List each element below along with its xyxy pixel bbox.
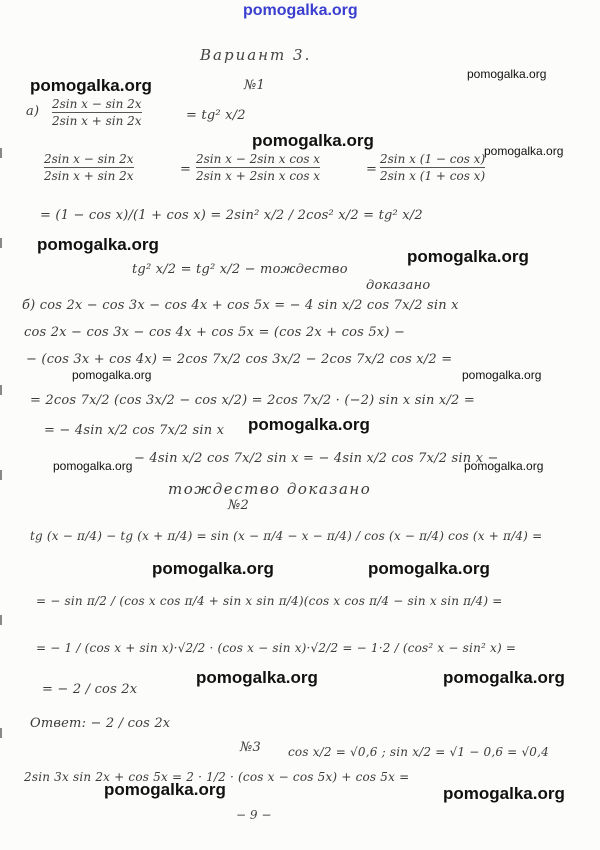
numerator: 2sin x − sin 2x — [44, 152, 134, 166]
part-a-proven: доказано — [366, 278, 431, 293]
part-b-line4: = 2cos 7x/2 (cos 3x/2 − cos x/2) = 2cos 7x/2 · (−2) sin x sin x/2 = — [30, 393, 475, 408]
watermark: pomogalka.org — [30, 76, 152, 95]
margin-mark — [0, 148, 2, 158]
fraction-bar — [196, 167, 320, 168]
fraction-bar — [52, 112, 142, 113]
watermark: pomogalka.org — [72, 368, 152, 382]
watermark: pomogalka.org — [462, 368, 542, 382]
task3-line1: 2sin 3x sin 2x + cos 5x = 2 · 1/2 · (cos x − cos 5x) + cos 5x = — [24, 770, 410, 784]
part-a-line3: = (1 − cos x)/(1 + cos x) = 2sin² x/2 / 2cos² x/2 = tg² x/2 — [40, 208, 423, 223]
watermark: pomogalka.org — [368, 559, 490, 578]
task3-given: cos x/2 = √0,6 ; sin x/2 = √1 − 0,6 = √0,4 — [288, 745, 549, 759]
watermark: pomogalka.org — [467, 67, 547, 81]
numerator: 2sin x − 2sin x cos x — [196, 152, 321, 166]
part-b-line3: − (cos 3x + cos 4x) = 2cos 7x/2 cos 3x/2 − 2cos 7x/2 cos x/2 = — [26, 352, 453, 367]
task2-line4: = − 2 / cos 2x — [42, 682, 138, 697]
watermark: pomogalka.org — [196, 668, 318, 687]
numerator: 2sin x − sin 2x — [52, 97, 142, 111]
margin-mark — [0, 238, 2, 248]
watermark: pomogalka.org — [484, 144, 564, 158]
denominator: 2sin x + sin 2x — [52, 114, 142, 128]
numerator: 2sin x (1 − cos x) — [380, 152, 486, 166]
fraction — [380, 152, 485, 183]
margin-mark — [0, 385, 2, 395]
watermark: pomogalka.org — [37, 235, 159, 254]
watermark-top: pomogalka.org — [243, 2, 358, 19]
task1-label: №1 — [244, 78, 265, 93]
fraction-bar — [380, 167, 485, 168]
fraction-bar — [44, 167, 134, 168]
part-b-line5: = − 4sin x/2 cos 7x/2 sin x — [44, 423, 225, 438]
task2-line2: = − sin π/2 / (cos x cos π/4 + sin x sin π/4)(cos x cos π/4 − sin x sin π/4) = — [36, 594, 503, 608]
watermark: pomogalka.org — [252, 131, 374, 150]
watermark: pomogalka.org — [464, 459, 544, 473]
part-b-line7: тождество доказано — [168, 480, 372, 498]
task2-line3: = − 1 / (cos x + sin x)·√2/2 · (cos x − sin x)·√2/2 = − 1·2 / (cos² x − sin² x) = — [36, 641, 517, 655]
watermark: pomogalka.org — [248, 415, 370, 434]
task3-label: №3 — [240, 740, 261, 755]
margin-mark — [0, 615, 2, 625]
equals-sign: = — [180, 162, 192, 177]
part-b-line1: б) cos 2x − cos 3x − cos 4x + cos 5x = − 4 sin x/2 cos 7x/2 sin x — [22, 298, 459, 313]
margin-mark — [0, 728, 2, 738]
equals-sign: = — [366, 162, 378, 177]
fraction — [196, 152, 320, 183]
margin-mark — [0, 470, 2, 480]
page-number: − 9 − — [236, 808, 272, 822]
task2-label: №2 — [228, 498, 249, 513]
denominator: 2sin x + sin 2x — [44, 169, 134, 183]
watermark: pomogalka.org — [53, 459, 133, 473]
variant-title: Вариант 3. — [200, 46, 312, 64]
part-a-line4: tg² x/2 = tg² x/2 − тождество — [132, 262, 348, 277]
denominator: 2sin x (1 + cos x) — [380, 169, 486, 183]
equation-rhs: = tg² x/2 — [186, 108, 246, 123]
part-a-label: а) — [26, 104, 40, 119]
fraction — [44, 152, 134, 183]
part-b-line2: cos 2x − cos 3x − cos 4x + cos 5x = (cos 2x + cos 5x) − — [24, 325, 406, 340]
watermark: pomogalka.org — [443, 668, 565, 687]
part-b-line6: − 4sin x/2 cos 7x/2 sin x = − 4sin x/2 cos 7x/2 sin x − — [134, 451, 499, 466]
denominator: 2sin x + 2sin x cos x — [196, 169, 321, 183]
watermark: pomogalka.org — [443, 784, 565, 803]
watermark: pomogalka.org — [152, 559, 274, 578]
task2-line1: tg (x − π/4) − tg (x + π/4) = sin (x − π/4 − x − π/4) / cos (x − π/4) cos (x + π/4) = — [30, 529, 543, 543]
watermark: pomogalka.org — [407, 247, 529, 266]
task2-answer: Ответ: − 2 / cos 2x — [30, 716, 171, 731]
fraction — [52, 97, 142, 128]
watermark: pomogalka.org — [104, 780, 226, 799]
